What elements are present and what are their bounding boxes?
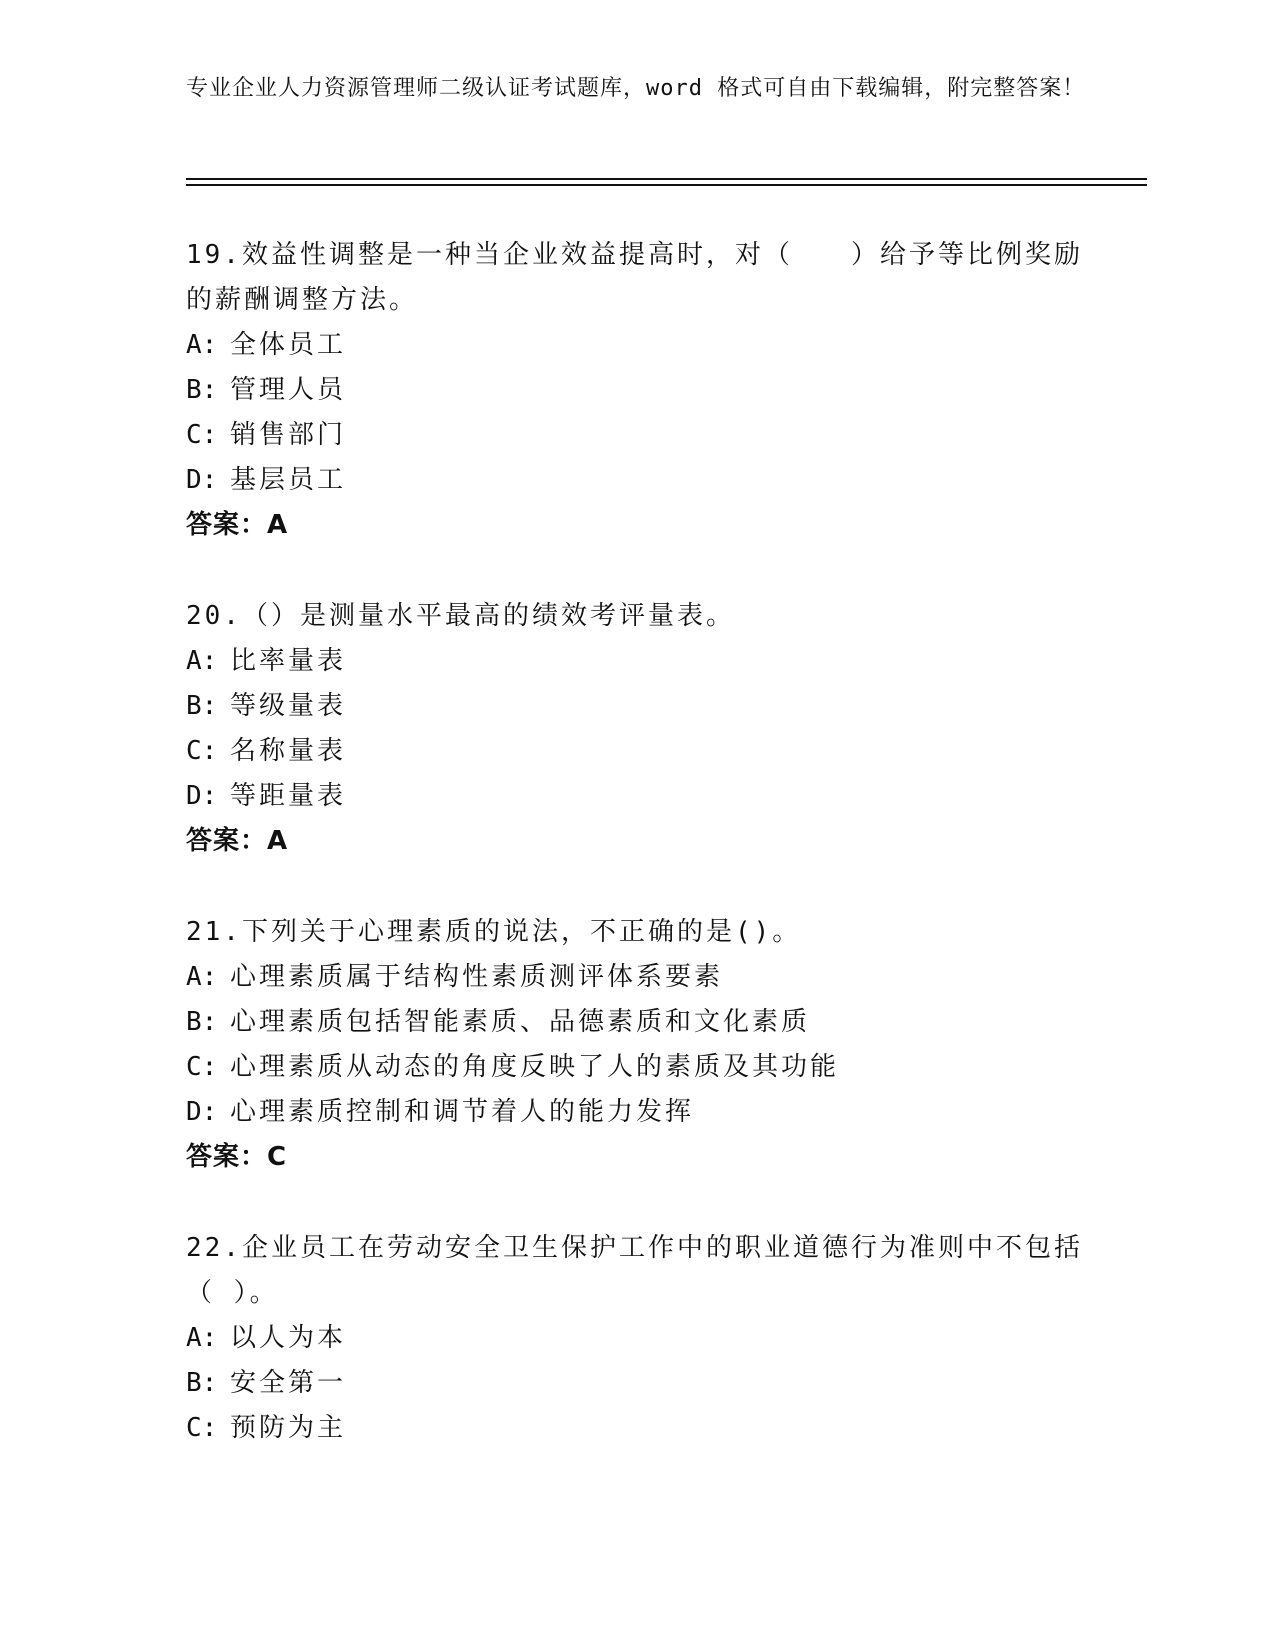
option-key: A: bbox=[186, 646, 218, 676]
option-text: 全体员工 bbox=[230, 330, 347, 360]
option-key: B: bbox=[186, 375, 218, 405]
answer-line: 答案：A bbox=[186, 510, 289, 540]
option-c bbox=[186, 1406, 1086, 1451]
option-text: 等级量表 bbox=[230, 691, 347, 721]
option-key: D: bbox=[186, 781, 218, 811]
option-key: D: bbox=[186, 465, 218, 495]
option-b bbox=[186, 1361, 1086, 1406]
option-text: 基层员工 bbox=[230, 465, 347, 495]
option-text: 心理素质从动态的角度反映了人的素质及其功能 bbox=[230, 1052, 840, 1082]
option-a bbox=[186, 955, 1086, 1000]
option-text: 心理素质包括智能素质、品德素质和文化素质 bbox=[230, 1007, 811, 1037]
option-key: B: bbox=[186, 1368, 218, 1398]
option-text: 以人为本 bbox=[230, 1323, 347, 1353]
option-key: C: bbox=[186, 1413, 218, 1443]
question-list bbox=[186, 233, 1086, 1497]
option-text: 名称量表 bbox=[230, 736, 347, 766]
option-b bbox=[186, 1000, 1086, 1045]
option-b bbox=[186, 684, 1086, 729]
option-b bbox=[186, 368, 1086, 413]
option-key: A: bbox=[186, 330, 218, 360]
question-20 bbox=[186, 594, 1086, 864]
option-key: C: bbox=[186, 1052, 218, 1082]
option-text: 销售部门 bbox=[230, 420, 347, 450]
question-stem: 21.下列关于心理素质的说法，不正确的是()。 bbox=[186, 917, 802, 947]
answer-line: 答案：C bbox=[186, 1142, 288, 1172]
option-text: 比率量表 bbox=[230, 646, 347, 676]
question-stem: 22.企业员工在劳动安全卫生保护工作中的职业道德行为准则中不包括（ ）。 bbox=[186, 1233, 1083, 1308]
question-19 bbox=[186, 233, 1086, 548]
option-d bbox=[186, 458, 1086, 503]
option-a bbox=[186, 1316, 1086, 1361]
option-key: C: bbox=[186, 420, 218, 450]
option-a bbox=[186, 323, 1086, 368]
answer-line: 答案：A bbox=[186, 826, 289, 856]
option-a bbox=[186, 639, 1086, 684]
option-key: A: bbox=[186, 962, 218, 992]
option-text: 管理人员 bbox=[230, 375, 347, 405]
option-key: A: bbox=[186, 1323, 218, 1353]
header-divider-bottom bbox=[186, 184, 1147, 186]
option-d bbox=[186, 774, 1086, 819]
option-key: C: bbox=[186, 736, 218, 766]
question-stem: 20.（）是测量水平最高的绩效考评量表。 bbox=[186, 601, 735, 631]
option-key: B: bbox=[186, 691, 218, 721]
option-text: 安全第一 bbox=[230, 1368, 347, 1398]
option-key: B: bbox=[186, 1007, 218, 1037]
option-d bbox=[186, 1090, 1086, 1135]
question-stem: 19.效益性调整是一种当企业效益提高时，对（ ）给予等比例奖励的薪酬调整方法。 bbox=[186, 240, 1083, 315]
document-header-text: 专业企业人力资源管理师二级认证考试题库，word 格式可自由下载编辑，附完整答案！ bbox=[186, 76, 1086, 101]
option-text: 等距量表 bbox=[230, 781, 347, 811]
header-divider-top bbox=[186, 178, 1147, 180]
option-text: 心理素质属于结构性素质测评体系要素 bbox=[230, 962, 724, 992]
option-text: 预防为主 bbox=[230, 1413, 347, 1443]
option-c bbox=[186, 413, 1086, 458]
option-key: D: bbox=[186, 1097, 218, 1127]
option-c bbox=[186, 1045, 1086, 1090]
question-22 bbox=[186, 1226, 1086, 1451]
option-c bbox=[186, 729, 1086, 774]
option-text: 心理素质控制和调节着人的能力发挥 bbox=[230, 1097, 695, 1127]
question-21 bbox=[186, 910, 1086, 1180]
